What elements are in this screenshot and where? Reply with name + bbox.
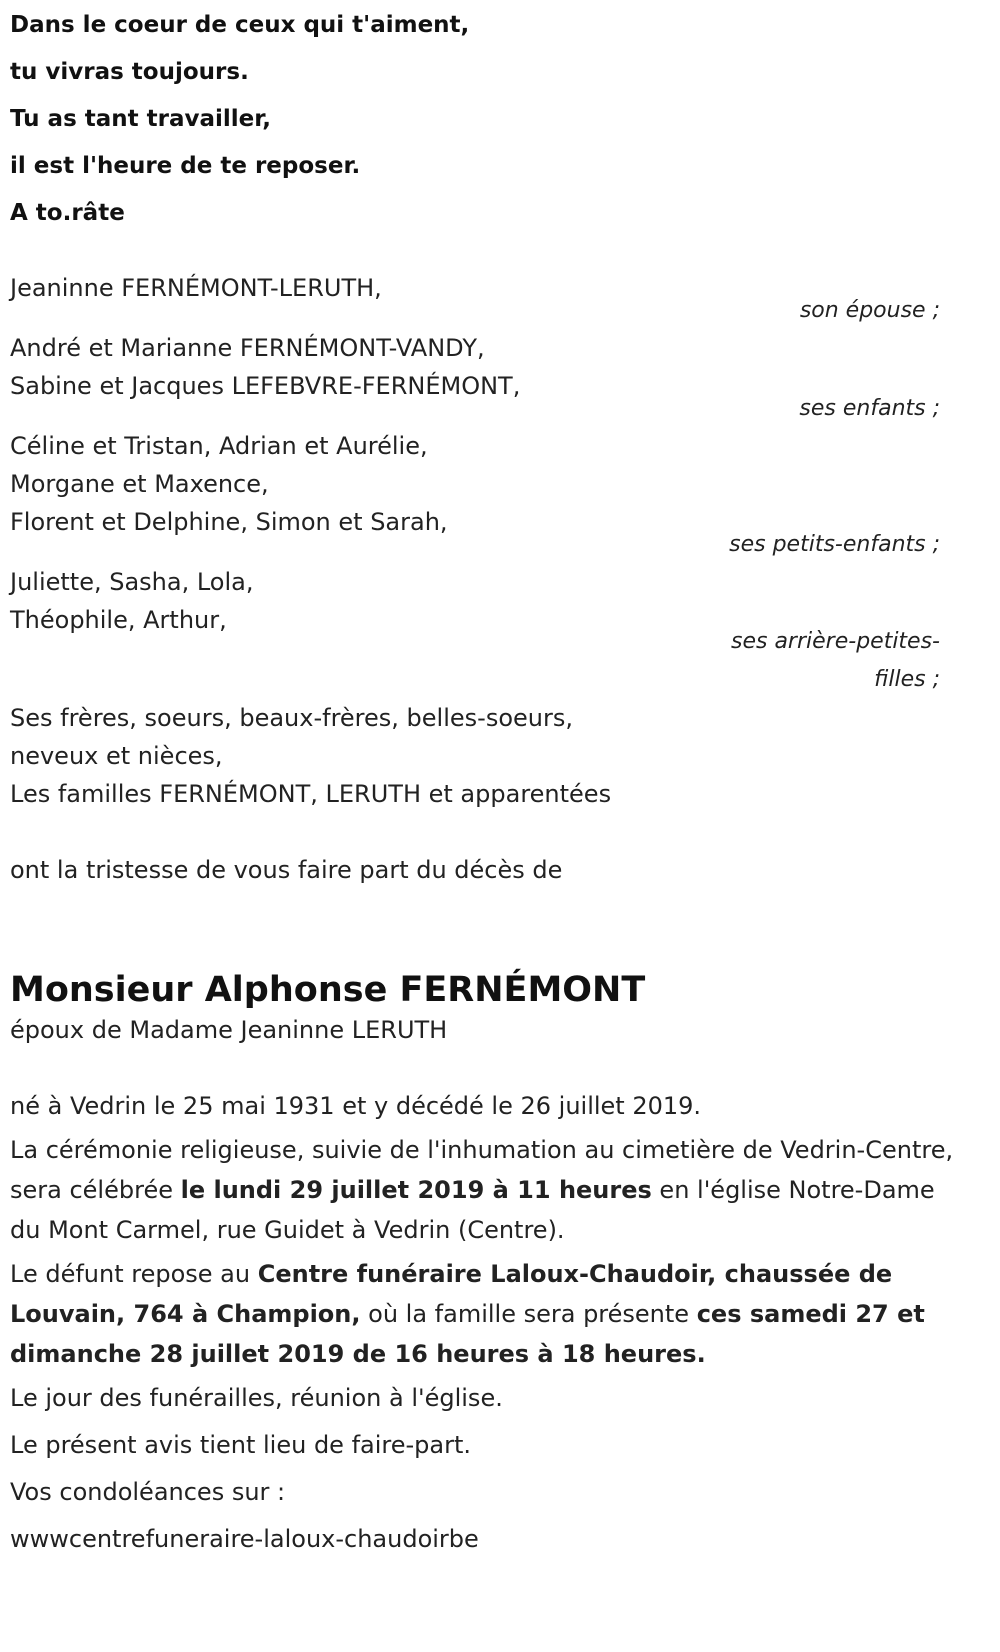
great-grandchildren-role-line-1: ses arrière-petites- bbox=[731, 629, 940, 654]
visitation-place: Centre funéraire Laloux-Chaudoir, chaussée de Louvain, 764 à Champion, bbox=[10, 1260, 893, 1328]
relatives-line-2: neveux et nièces, bbox=[10, 742, 223, 770]
funeral-day-text: Le jour des funérailles, réunion à l'église. bbox=[10, 1384, 503, 1412]
children-role: ses enfants ; bbox=[799, 396, 940, 421]
relatives-line-1: Ses frères, soeurs, beaux-frères, belles-soeurs, bbox=[10, 704, 573, 732]
great-grandchildren-role-line-2: filles ; bbox=[874, 667, 940, 692]
notice-text: Le présent avis tient lieu de faire-part. bbox=[10, 1431, 472, 1459]
grandchildren-role: ses petits-enfants ; bbox=[729, 532, 940, 557]
spouse-of-text: époux de Madame Jeaninne LERUTH bbox=[10, 1016, 448, 1044]
relatives-line-3: Les familles FERNÉMONT, LERUTH et apparentées bbox=[10, 780, 612, 808]
grandchildren-line-1: Céline et Tristan, Adrian et Aurélie, bbox=[10, 432, 428, 460]
children-line-1: André et Marianne FERNÉMONT-VANDY, bbox=[10, 334, 485, 362]
deceased-name: Monsieur Alphonse FERNÉMONT bbox=[10, 970, 646, 1010]
great-grandchildren-line-2: Théophile, Arthur, bbox=[10, 606, 227, 634]
poem-line-2: tu vivras toujours. bbox=[10, 59, 249, 85]
ceremony-text-2: en l'église Notre-Dame du Mont Carmel, rue Guidet à Vedrin (Centre). bbox=[10, 1176, 935, 1244]
spouse-name: Jeaninne FERNÉMONT-LERUTH, bbox=[10, 274, 382, 302]
children-line-2: Sabine et Jacques LEFEBVRE-FERNÉMONT, bbox=[10, 372, 521, 400]
announcement-text: ont la tristesse de vous faire part du décès de bbox=[10, 856, 563, 884]
grandchildren-line-3: Florent et Delphine, Simon et Sarah, bbox=[10, 508, 448, 536]
ceremony-paragraph bbox=[10, 1130, 970, 1250]
poem-line-3: Tu as tant travailler, bbox=[10, 106, 271, 132]
spouse-role: son épouse ; bbox=[799, 298, 940, 323]
ceremony-date: le lundi 29 juillet 2019 à 11 heures bbox=[180, 1176, 652, 1204]
visitation-text-1: Le défunt repose au bbox=[10, 1260, 258, 1288]
website-link[interactable]: wwwcentrefuneraire-laloux-chaudoirbe bbox=[10, 1525, 479, 1553]
condolences-text: Vos condoléances sur : bbox=[10, 1478, 286, 1506]
birth-death-text: né à Vedrin le 25 mai 1931 et y décédé le 26 juillet 2019. bbox=[10, 1092, 702, 1120]
visitation-text-2: où la famille sera présente bbox=[360, 1300, 697, 1328]
ceremony-text-1: La cérémonie religieuse, suivie de l'inhumation au cimetière de Vedrin-Centre, sera célébrée bbox=[10, 1136, 954, 1204]
poem-line-5: A to.râte bbox=[10, 200, 125, 226]
visitation-paragraph bbox=[10, 1254, 970, 1374]
poem-line-4: il est l'heure de te reposer. bbox=[10, 153, 361, 179]
great-grandchildren-line-1: Juliette, Sasha, Lola, bbox=[10, 568, 254, 596]
grandchildren-line-2: Morgane et Maxence, bbox=[10, 470, 269, 498]
visitation-time: ces samedi 27 et dimanche 28 juillet 2019 de 16 heures à 18 heures. bbox=[10, 1300, 925, 1368]
poem-line-1: Dans le coeur de ceux qui t'aiment, bbox=[10, 12, 470, 38]
